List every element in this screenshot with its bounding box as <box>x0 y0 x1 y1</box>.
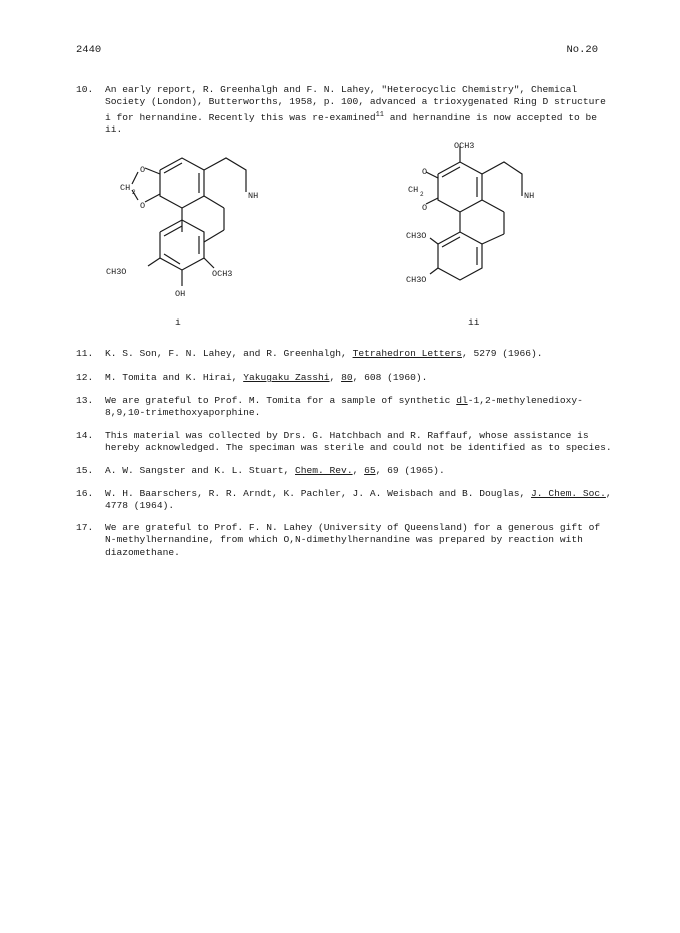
reference-sep: , <box>329 372 342 383</box>
reference-text-cont: -1,2-methylenedioxy-8,9,10-trimethoxyaporphine. <box>105 395 583 419</box>
reference-text-cont: , 608 (1960). <box>352 372 428 383</box>
reference-text: An early report, R. Greenhalgh and F. N. Lahey, "Heterocyclic Chemistry", Chemical Society (London), Butterworths, 1958, p. 100, advanced a trioxygenated Ring D structure i for hernandine. Recently this was re-examined <box>105 84 606 123</box>
journal-title: J. Chem. Soc. <box>531 488 606 499</box>
reference-number: 13. <box>76 395 94 406</box>
och3-mid-label: CH3O <box>406 231 427 241</box>
reference-17 <box>76 522 616 559</box>
journal-title: Tetrahedron Letters <box>352 348 462 359</box>
ch2-sub-label: 2 <box>420 191 424 198</box>
och3-left-label: CH3O <box>106 267 127 277</box>
reference-text-cont: , 5279 (1966). <box>461 348 543 359</box>
dl-prefix: dl <box>456 395 468 406</box>
reference-number: 11. <box>76 348 94 359</box>
reference-text: We are grateful to Prof. M. Tomita for a sample of synthetic <box>105 395 457 406</box>
ch2-sub-label: 2 <box>132 189 136 196</box>
structure-ii-caption: ii <box>468 317 480 328</box>
structure-ii-diagram <box>400 140 580 290</box>
o-top-label: O <box>140 165 146 175</box>
och3-top-label: OCH3 <box>454 141 475 151</box>
journal-title: Chem. Rev. <box>295 465 353 476</box>
o-bottom-label: O <box>422 203 428 213</box>
reference-text-cont: , 4778 (1964). <box>105 488 612 512</box>
structure-i-caption: i <box>175 317 181 328</box>
nh-label: NH <box>248 191 259 201</box>
reference-text: We are grateful to Prof. F. N. Lahey (University of Queensland) for a generous gift of N-methylhernandine, from which O,N-dimethylhernandine was prepared by reaction with diazomethane. <box>105 522 601 558</box>
reference-text: M. Tomita and K. Hirai, <box>105 372 244 383</box>
reference-15 <box>76 465 616 477</box>
och3-low-label: CH3O <box>406 275 427 285</box>
footnote-mark: 11 <box>375 110 384 119</box>
oh-label: OH <box>175 289 186 299</box>
och3-right-label: OCH3 <box>212 269 233 279</box>
page-number: 2440 <box>76 44 102 56</box>
reference-11 <box>76 348 616 360</box>
ch2-label: CH <box>120 183 131 193</box>
reference-text: K. S. Son, F. N. Lahey, and R. Greenhalgh, <box>105 348 353 359</box>
o-top-label: O <box>422 167 428 177</box>
reference-10 <box>76 84 616 137</box>
reference-text: A. W. Sangster and K. L. Stuart, <box>105 465 295 476</box>
reference-text-cont: , 69 (1965). <box>375 465 445 476</box>
structure-i-diagram <box>100 150 280 310</box>
volume-number: 80 <box>341 372 353 383</box>
reference-12 <box>76 372 616 384</box>
reference-text: This material was collected by Drs. G. Hatchbach and R. Raffauf, whose assistance is hereby acknowledged. The speciman was sterile and could not be identified as to species. <box>105 430 612 454</box>
o-bottom-label: O <box>140 201 146 211</box>
ch2-label: CH <box>408 185 419 195</box>
reference-sep: , <box>352 465 365 476</box>
reference-number: 15. <box>76 465 94 476</box>
reference-number: 12. <box>76 372 94 383</box>
reference-16 <box>76 488 616 513</box>
journal-title: Yakugaku Zasshi <box>243 372 330 383</box>
reference-14 <box>76 430 616 455</box>
reference-number: 14. <box>76 430 94 441</box>
reference-number: 10. <box>76 84 94 95</box>
reference-text: W. H. Baarschers, R. R. Arndt, K. Pachler, J. A. Weisbach and B. Douglas, <box>105 488 532 499</box>
nh-label: NH <box>524 191 535 201</box>
reference-number: 17. <box>76 522 94 533</box>
reference-text-cont: and hernandine is now accepted to be ii. <box>105 112 598 136</box>
reference-number: 16. <box>76 488 94 499</box>
volume-number: 65 <box>364 465 376 476</box>
reference-13 <box>76 395 616 420</box>
issue-number: No.20 <box>566 44 598 56</box>
